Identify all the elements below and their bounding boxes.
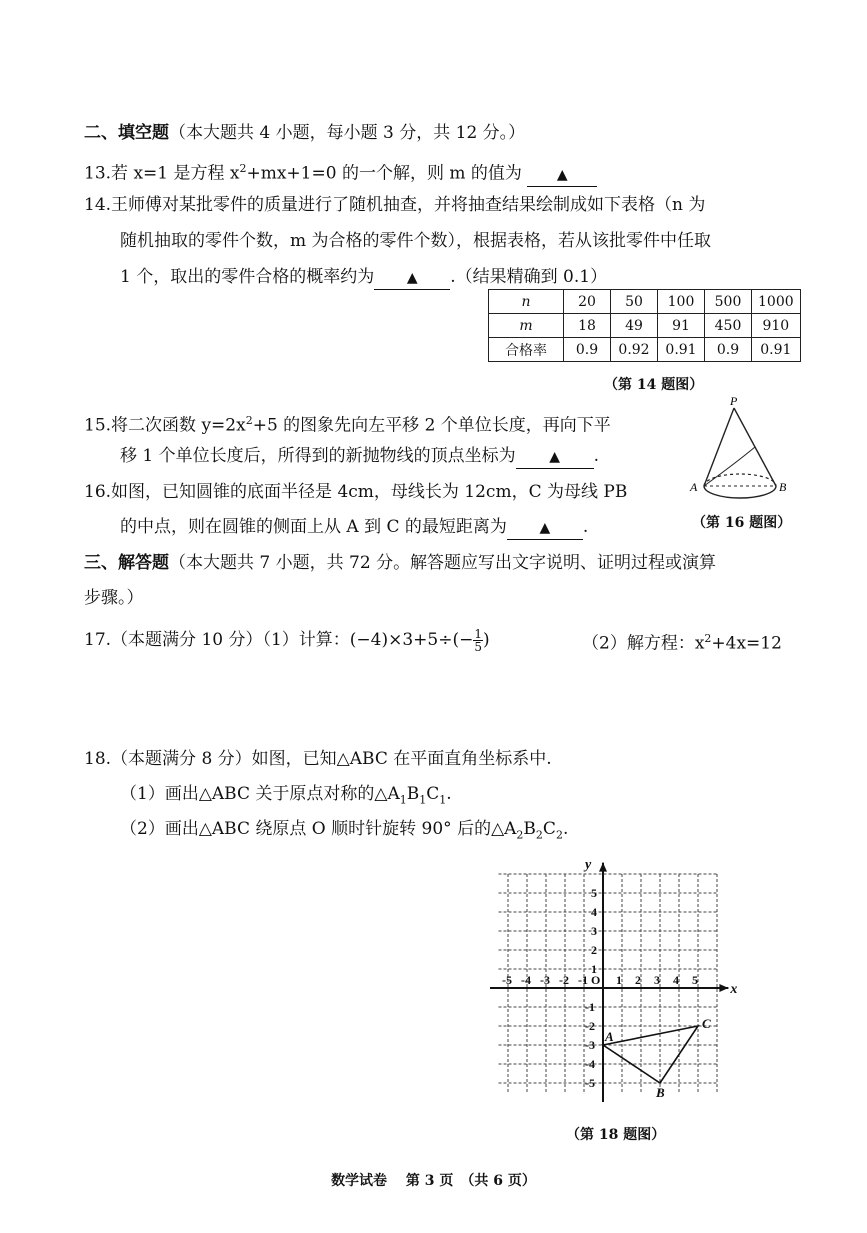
q18-line3b: B bbox=[523, 819, 536, 839]
q15-line2b: . bbox=[593, 446, 600, 466]
y-tick-label: 1 bbox=[591, 962, 597, 976]
q14-answer-blank bbox=[374, 266, 450, 290]
section3-line1 bbox=[84, 552, 716, 574]
q18-sub: 2 bbox=[535, 828, 543, 842]
q18-sub: 2 bbox=[516, 828, 524, 842]
table-cell: 450 bbox=[705, 314, 752, 338]
cone-label-p: P bbox=[730, 394, 738, 408]
section3-line2: 步骤。） bbox=[84, 588, 144, 608]
cone-base-back bbox=[704, 474, 776, 486]
q17-prefix: 17.（本题满分 10 分）（1）计算：(−4)×3+5÷(− bbox=[84, 630, 474, 650]
blank-triangle-icon: ▲ bbox=[406, 270, 418, 286]
y-tick-label: 5 bbox=[591, 886, 597, 900]
q18-sub: 1 bbox=[419, 793, 427, 807]
question-17-part2 bbox=[582, 628, 782, 655]
question-15-line2 bbox=[120, 445, 599, 469]
table-cell: 20 bbox=[564, 290, 611, 314]
q15-sup: 2 bbox=[245, 414, 253, 427]
q18-line2c: C bbox=[426, 784, 440, 804]
table-head-cell: 合格率 bbox=[489, 338, 564, 362]
question-18-line2 bbox=[120, 783, 452, 811]
question-16-line2 bbox=[120, 516, 588, 540]
x-axis-arrow-icon bbox=[719, 984, 728, 992]
q17-suffix: ) bbox=[483, 630, 490, 650]
q14-caption: （第 14 题图） bbox=[604, 377, 704, 393]
q18-line3a: （2）画出△ABC 绕原点 O 顺时针旋转 90° 后的△A bbox=[120, 819, 517, 839]
q15-line1a: 15.将二次函数 y=2x bbox=[84, 415, 246, 436]
question-14-line2: 随机抽取的零件个数，m 为合格的零件个数），根据表格，若从该批零件中任取 bbox=[120, 231, 712, 251]
y-tick-label: -1 bbox=[585, 1000, 595, 1014]
x-tick-label: -5 bbox=[502, 973, 512, 987]
q14-table bbox=[488, 289, 801, 362]
x-tick-label: 2 bbox=[635, 973, 641, 987]
q13-text-a: 13.若 x=1 是方程 x bbox=[84, 163, 240, 184]
table-cell: 0.9 bbox=[705, 338, 752, 362]
question-14-line1: 14.王师傅对某批零件的质量进行了随机抽查，并将抽查结果绘制成如下表格（n 为 bbox=[84, 195, 706, 215]
question-18-line3 bbox=[120, 818, 568, 846]
q17-part2b: +4x=12 bbox=[711, 633, 782, 654]
table-cell: 0.91 bbox=[752, 338, 801, 362]
x-tick-label: -4 bbox=[521, 973, 531, 987]
question-13 bbox=[84, 158, 597, 187]
table-cell: 100 bbox=[658, 290, 705, 314]
cone-left-edge bbox=[704, 408, 734, 486]
table-cell: 1000 bbox=[752, 290, 801, 314]
q18-sub: 1 bbox=[399, 793, 407, 807]
question-18-line1: 18.（本题满分 8 分）如图，已知△ABC 在平面直角坐标系中. bbox=[84, 749, 552, 769]
q18-line2b: B bbox=[406, 784, 420, 804]
x-tick-label: -1 bbox=[578, 973, 588, 987]
q16-caption: （第 16 题图） bbox=[692, 515, 792, 531]
question-16-line1: 16.如图，已知圆锥的底面半径是 4cm，母线长为 12cm，C 为母线 PB bbox=[84, 482, 628, 502]
q16-line2a: 的中点，则在圆锥的侧面上从 A 到 C 的最短距离为 bbox=[120, 517, 507, 537]
page-footer: 数学试卷 第 3 页 （共 6 页） bbox=[331, 1173, 536, 1189]
section2-heading: 二、填空题 bbox=[84, 123, 169, 143]
y-axis-label: y bbox=[585, 857, 592, 873]
y-tick-label: -5 bbox=[585, 1076, 595, 1090]
y-tick-label: -4 bbox=[585, 1057, 595, 1071]
y-tick-label: -2 bbox=[585, 1019, 595, 1033]
x-tick-label: 4 bbox=[673, 973, 679, 987]
q14-line3b: .（结果精确到 0.1） bbox=[450, 267, 608, 287]
cone-figure bbox=[682, 392, 802, 510]
question-17 bbox=[84, 628, 490, 653]
table-cell: 500 bbox=[705, 290, 752, 314]
y-tick-label: 3 bbox=[591, 924, 597, 938]
blank-triangle-icon: ▲ bbox=[539, 520, 551, 536]
table-cell: 0.91 bbox=[658, 338, 705, 362]
section2-note: （本大题共 4 小题，每小题 3 分，共 12 分。） bbox=[169, 123, 526, 143]
q13-answer-blank bbox=[527, 163, 597, 187]
x-tick-label: 5 bbox=[692, 973, 698, 987]
coordinate-grid-figure bbox=[490, 850, 750, 1110]
table-cell: 91 bbox=[658, 314, 705, 338]
section3-note: （本大题共 7 小题，共 72 分。解答题应写出文字说明、证明过程或演算 bbox=[169, 553, 717, 573]
x-axis-label: x bbox=[730, 982, 738, 997]
q16-answer-blank bbox=[507, 516, 583, 540]
q17-part2a: （2）解方程：x bbox=[582, 633, 705, 654]
blank-triangle-icon: ▲ bbox=[556, 166, 568, 183]
y-axis-arrow-icon bbox=[599, 863, 607, 872]
y-tick-label: 4 bbox=[591, 905, 597, 919]
blank-triangle-icon: ▲ bbox=[549, 449, 561, 465]
question-14-line3 bbox=[120, 266, 607, 290]
y-tick-label: -3 bbox=[585, 1038, 595, 1052]
table-cell: 910 bbox=[752, 314, 801, 338]
q17-fraction bbox=[473, 628, 483, 653]
q18-line2d: . bbox=[446, 784, 452, 804]
q15-line1b: +5 的图象先向左平移 2 个单位长度，再向下平 bbox=[252, 415, 611, 436]
x-tick-label: O bbox=[591, 973, 601, 987]
q18-caption: （第 18 题图） bbox=[566, 1127, 666, 1143]
q18-line2a: （1）画出△ABC 关于原点对称的△A bbox=[120, 784, 400, 804]
section2-heading-line bbox=[84, 122, 525, 144]
q13-sup: 2 bbox=[239, 162, 247, 175]
x-tick-label: -3 bbox=[540, 973, 550, 987]
point-label-c: C bbox=[702, 1016, 711, 1031]
x-tick-label: 3 bbox=[654, 973, 660, 987]
table-cell: 49 bbox=[611, 314, 658, 338]
section3-heading: 三、解答题 bbox=[84, 553, 169, 573]
table-cell: 0.92 bbox=[611, 338, 658, 362]
q17-part2-sup: 2 bbox=[704, 632, 712, 645]
cone-base-front bbox=[704, 486, 776, 498]
fraction-numerator: 1 bbox=[474, 627, 482, 641]
triangle-abc bbox=[603, 1026, 698, 1083]
table-row bbox=[489, 314, 801, 338]
question-15-line1 bbox=[84, 410, 611, 437]
y-tick-label: 2 bbox=[591, 943, 597, 957]
q15-answer-blank bbox=[516, 445, 594, 469]
x-tick-label: 1 bbox=[616, 973, 622, 987]
q14-line3a: 1 个，取出的零件合格的概率约为 bbox=[120, 267, 375, 287]
q18-line3d: . bbox=[562, 819, 569, 839]
fraction-denominator: 5 bbox=[474, 640, 482, 654]
table-cell: 50 bbox=[611, 290, 658, 314]
table-row bbox=[489, 290, 801, 314]
cone-label-b: B bbox=[779, 480, 787, 494]
q18-line3c: C bbox=[542, 819, 556, 839]
table-cell: 0.9 bbox=[564, 338, 611, 362]
q18-sub: 1 bbox=[439, 793, 447, 807]
table-head-cell: n bbox=[489, 290, 564, 314]
point-label-b: B bbox=[656, 1085, 665, 1100]
cone-label-a: A bbox=[690, 480, 698, 494]
point-label-a: A bbox=[605, 1029, 614, 1044]
table-head-cell: m bbox=[489, 314, 564, 338]
table-cell: 18 bbox=[564, 314, 611, 338]
q13-text-b: +mx+1=0 的一个解，则 m 的值为 bbox=[246, 163, 522, 184]
table-row bbox=[489, 338, 801, 362]
q16-line2b: . bbox=[582, 517, 589, 537]
q15-line2a: 移 1 个单位长度后，所得到的新抛物线的顶点坐标为 bbox=[120, 446, 516, 466]
x-tick-label: -2 bbox=[559, 973, 569, 987]
q18-sub: 2 bbox=[555, 828, 563, 842]
